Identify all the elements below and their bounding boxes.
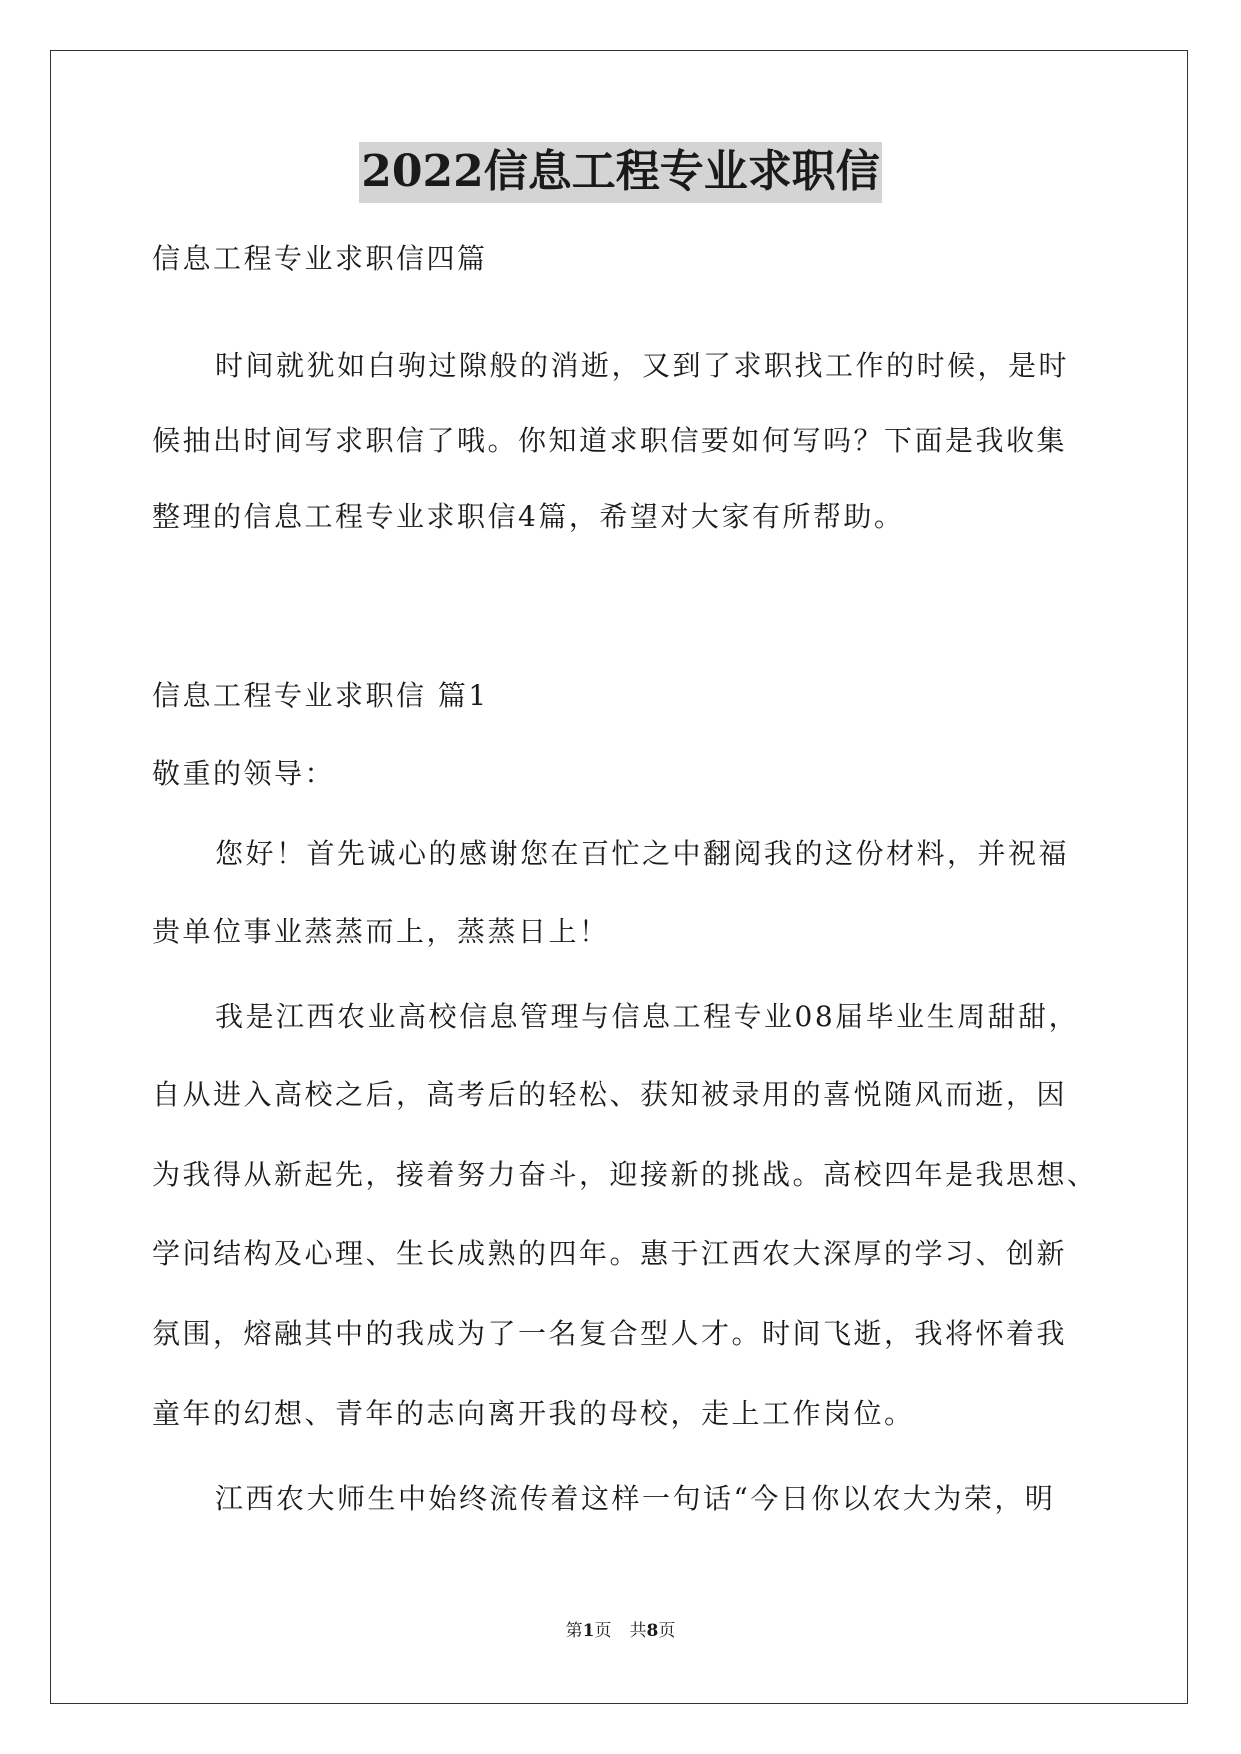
footer-page-total: 8 bbox=[646, 1621, 659, 1641]
intro-line-3: 整理的信息工程专业求职信4篇，希望对大家有所帮助。 bbox=[152, 500, 905, 533]
intro-line-2: 候抽出时间写求职信了哦。你知道求职信要如何写吗？下面是我收集 bbox=[152, 424, 1068, 457]
intro-line-1: 时间就犹如白驹过隙般的消逝，又到了求职找工作的时候，是时 bbox=[215, 349, 1070, 382]
section-heading: 信息工程专业求职信 篇1 bbox=[152, 679, 489, 712]
paragraph-2-line-2: 自从进入高校之后，高考后的轻松、获知被录用的喜悦随风而逝，因 bbox=[152, 1078, 1068, 1111]
footer-page-current: 1 bbox=[582, 1621, 595, 1641]
document-title bbox=[0, 146, 1241, 197]
paragraph-2-line-1: 我是江西农业高校信息管理与信息工程专业08届毕业生周甜甜， bbox=[215, 1000, 1080, 1033]
salutation: 敬重的领导： bbox=[152, 757, 336, 790]
page-footer bbox=[0, 1623, 1241, 1640]
paragraph-2-line-5: 氛围，熔融其中的我成为了一名复合型人才。时间飞逝，我将怀着我 bbox=[152, 1317, 1068, 1350]
paragraph-2-line-3: 为我得从新起先，接着努力奋斗，迎接新的挑战。高校四年是我思想、 bbox=[152, 1158, 1098, 1191]
footer-page-unit: 页 bbox=[594, 1621, 612, 1641]
footer-page-prefix: 第 bbox=[565, 1621, 583, 1641]
paragraph-1-line-1: 您好！首先诚心的感谢您在百忙之中翻阅我的这份材料，并祝福 bbox=[215, 837, 1070, 870]
document-title-text: 2022信息工程专业求职信 bbox=[359, 142, 881, 203]
footer-total-unit: 页 bbox=[658, 1621, 676, 1641]
subtitle-line: 信息工程专业求职信四篇 bbox=[152, 242, 488, 275]
paragraph-1-line-2: 贵单位事业蒸蒸而上，蒸蒸日上！ bbox=[152, 915, 610, 948]
paragraph-2-line-4: 学问结构及心理、生长成熟的四年。惠于江西农大深厚的学习、创新 bbox=[152, 1237, 1068, 1270]
paragraph-3-line-1: 江西农大师生中始终流传着这样一句话“今日你以农大为荣，明 bbox=[215, 1482, 1056, 1515]
footer-total-prefix: 共 bbox=[629, 1621, 647, 1641]
paragraph-2-line-6: 童年的幻想、青年的志向离开我的母校，走上工作岗位。 bbox=[152, 1397, 915, 1430]
page-border bbox=[50, 50, 1188, 1704]
